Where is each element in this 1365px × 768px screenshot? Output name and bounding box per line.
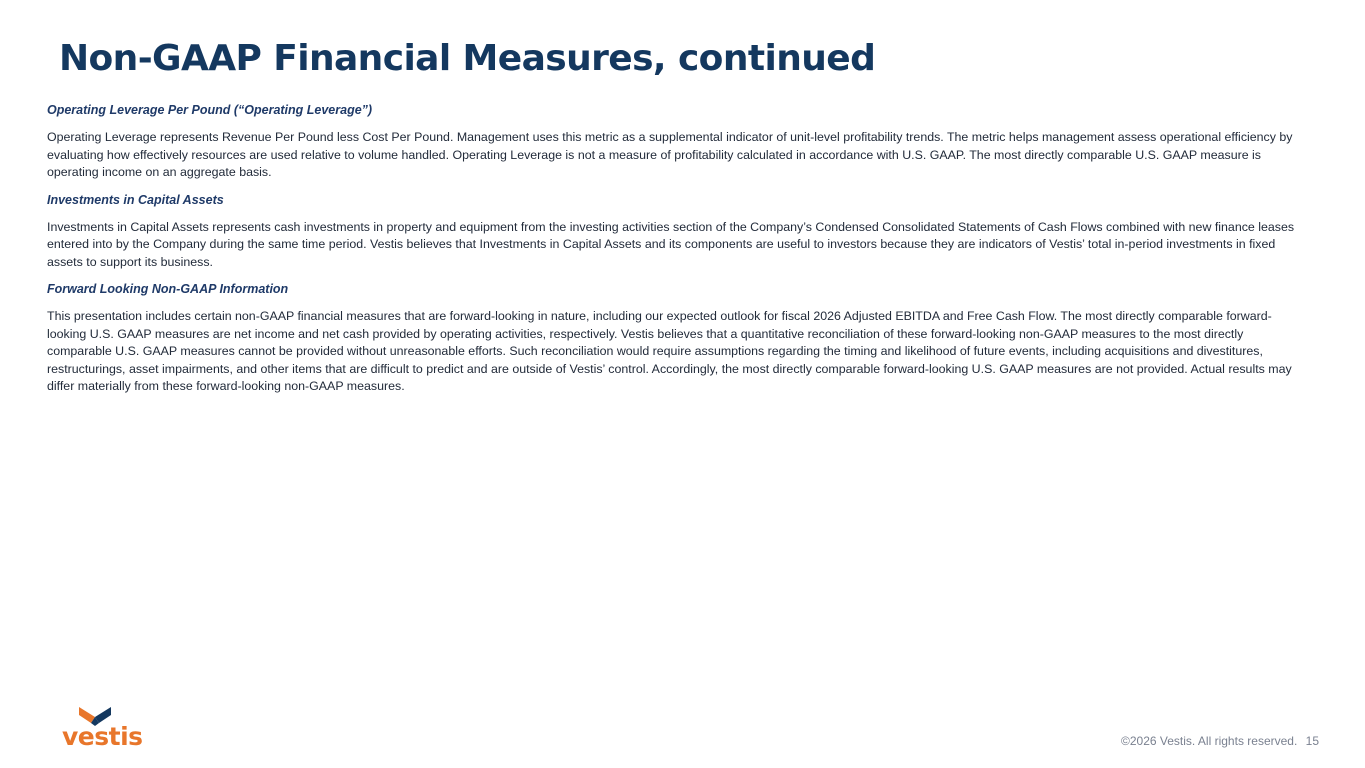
content-area (47, 102, 1309, 406)
logo-mark-orange (79, 707, 95, 723)
logo-wordmark: vestis (62, 722, 143, 748)
section-body: Operating Leverage represents Revenue Per Pound less Cost Per Pound. Management uses this metric as a supplemental indicator of unit-level profitability trends. The metric helps management assess operational efficiency by evaluating how effectively resources are used relative to volume handled. Operating Leverage is not a measure of profitability calculated in accordance with U.S. GAAP. The most directly comparable U.S. GAAP measure is operating income on an aggregate basis. (47, 130, 1293, 179)
section-heading: Operating Leverage Per Pound (“Operating Leverage”) (47, 103, 373, 117)
slide-footer (1121, 734, 1319, 748)
page-number: 15 (1305, 734, 1319, 748)
section-body: This presentation includes certain non-GAAP financial measures that are forward-looking in nature, including our expected outlook for fiscal 2026 Adjusted EBITDA and Free Cash Flow. The most directly comparable forward-looking U.S. GAAP measures are net income and net cash provided by operating activities, respectively. Vestis believes that a quantitative reconciliation of these forward-looking non-GAAP measures to the most directly comparable U.S. GAAP measures cannot be provided without unreasonable efforts. Such reconciliation would require assumptions regarding the timing and likelihood of future events, including acquisitions and divestitures, restructurings, asset impairments, and other items that are difficult to predict and are outside of Vestis’ control. Accordingly, the most directly comparable forward-looking U.S. GAAP measures are not provided. Actual results may differ materially from these forward-looking non-GAAP measures. (47, 309, 1292, 393)
page-title: Non-GAAP Financial Measures, continued (59, 38, 876, 79)
section-forward-looking (47, 281, 1309, 396)
copyright-text: ©2026 Vestis. All rights reserved. (1121, 734, 1298, 748)
section-body: Investments in Capital Assets represents cash investments in property and equipment from the investing activities section of the Company’s Condensed Consolidated Statements of Cash Flows combined with new finance leases entered into by the Company during the same time period. Vestis believes that Investments in Capital Assets and its components are useful to investors because they are indicators of Vestis’ total in-period investments in fixed assets to support its business. (47, 219, 1295, 269)
logo-mark-dark (95, 707, 111, 723)
section-investments-capital-assets (47, 192, 1309, 272)
section-operating-leverage (47, 102, 1309, 182)
section-heading: Forward Looking Non-GAAP Information (47, 282, 289, 296)
section-heading: Investments in Capital Assets (47, 192, 224, 207)
vestis-logo (62, 702, 146, 748)
